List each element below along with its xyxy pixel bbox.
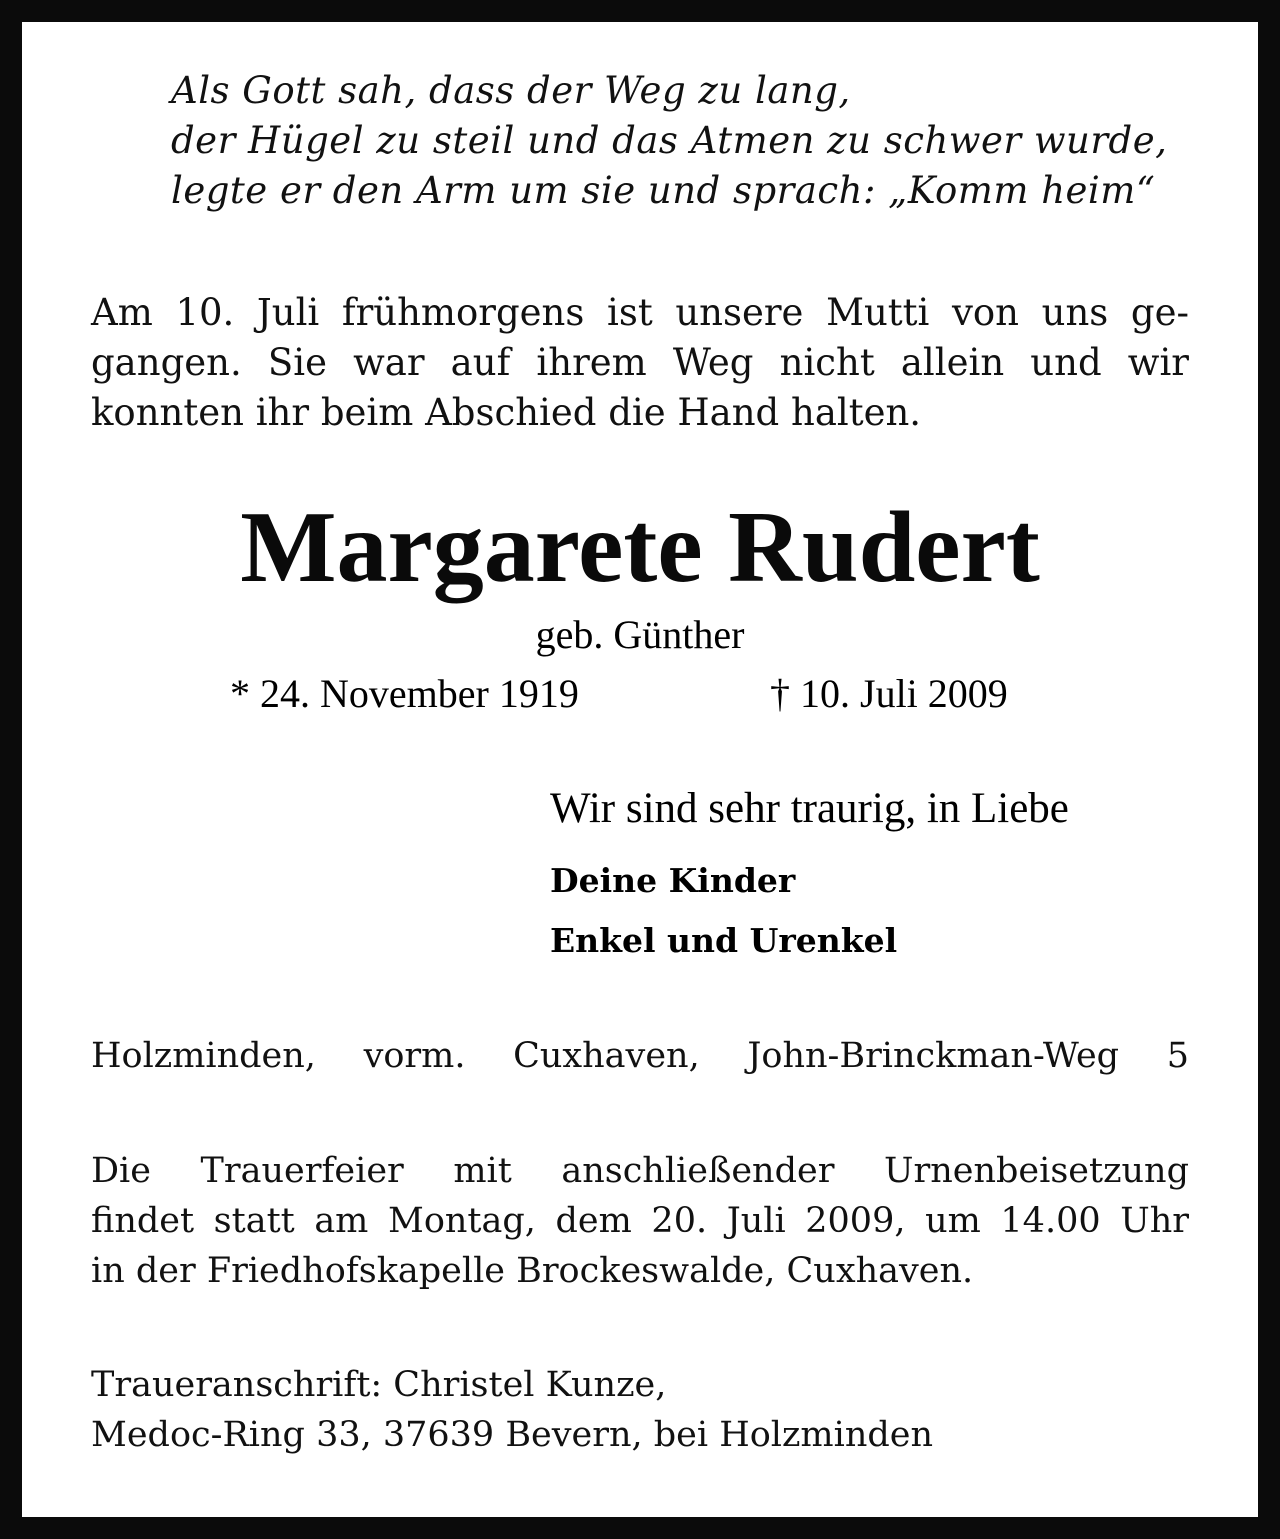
poem-line: der Hügel zu steil und das Atmen zu schwer wurde, [171,119,1168,162]
intro-paragraph [91,288,1189,438]
intro-line: konnten ihr beim Abschied die Hand halten. [91,391,922,434]
mourners-grandchildren: Enkel und Urenkel [550,921,898,960]
service-line: findet statt am Montag, dem 20. Juli 2009, um 14.00 Uhr [91,1201,1189,1241]
service-line: in der Friedhofskapelle Brockeswalde, Cuxhaven. [91,1251,974,1291]
death-date: † 10. Juli 2009 [770,671,1008,716]
intro-line: Am 10. Juli frühmorgens ist unsere Mutti von uns ge- [91,291,1189,334]
poem [171,66,1196,216]
mourners-children: Deine Kinder [550,861,796,900]
intro-line: gangen. Sie war auf ihrem Weg nicht allein und wir [91,341,1189,384]
poem-line: legte er den Arm um sie und sprach: „Komm heim“ [171,169,1156,212]
mourning-contact [91,1360,1189,1460]
service-line: Die Trauerfeier mit anschließender Urnenbeisetzung [91,1151,1189,1191]
funeral-service-paragraph [91,1146,1189,1296]
contact-line: Traueranschrift: Christel Kunze, [91,1365,667,1405]
birth-date: * 24. November 1919 [230,671,579,716]
deceased-name: Margarete Rudert [240,491,1040,604]
poem-line: Als Gott sah, dass der Weg zu lang, [171,69,851,112]
maiden-name: geb. Günther [535,612,745,657]
address-line: Holzminden, vorm. Cuxhaven, John-Brinckman-Weg 5 [91,1036,1189,1076]
contact-line: Medoc-Ring 33, 37639 Bevern, bei Holzminden [91,1415,934,1455]
residence-address [91,1031,1189,1081]
mourner-sentiment: Wir sind sehr traurig, in Liebe [550,785,1069,832]
